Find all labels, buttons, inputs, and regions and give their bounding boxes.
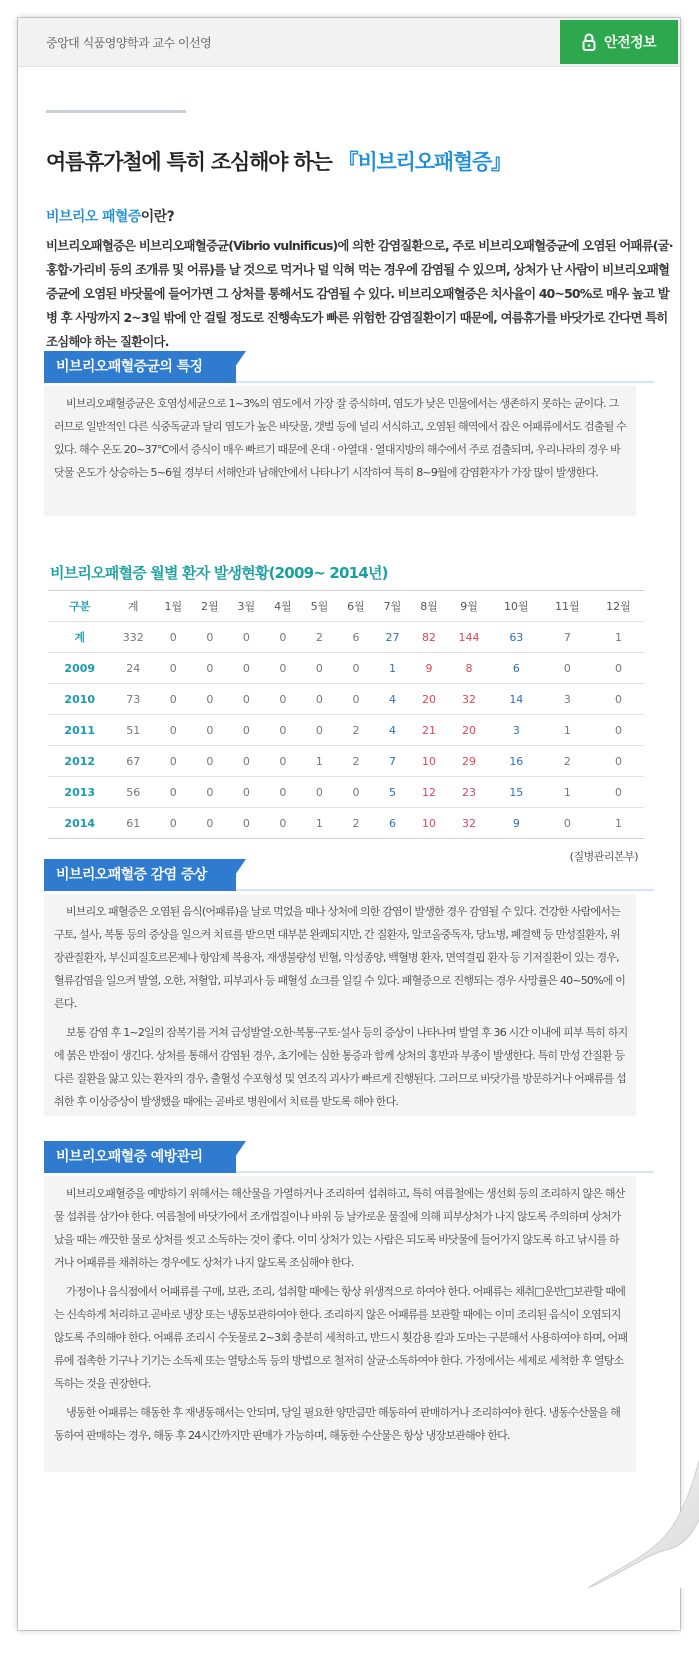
table-cell: 6	[491, 653, 542, 684]
table-cell: 0	[542, 808, 593, 839]
safety-info-badge	[560, 20, 678, 64]
table-cell: 32	[447, 808, 491, 839]
table-row-label: 2012	[48, 746, 111, 777]
table-cell: 1	[301, 746, 338, 777]
table-cell: 20	[411, 684, 448, 715]
table-header-cell: 6월	[338, 591, 375, 622]
table-cell: 32	[447, 684, 491, 715]
table-cell: 0	[593, 746, 644, 777]
section-tab-corner	[224, 859, 246, 891]
table-cell: 6	[374, 808, 411, 839]
table-cell: 0	[192, 622, 229, 653]
table-cell: 51	[111, 715, 155, 746]
table-cell: 0	[155, 808, 192, 839]
table-row	[48, 684, 644, 715]
table-cell: 6	[338, 622, 375, 653]
prevention-paragraph: 비브리오패혈증을 예방하기 위해서는 해산물을 가열하거나 조리하여 섭취하고, 특히 여름철에는 생선회 등의 조리하지 않은 해산물 섭취를 삼가야 한다. 여름철에 바닷가에서 조개껍질이나 바위 등 날카로운 물질에 의해 피부상처가 나지 않도록 주의하며 상처가 났을 때는 깨끗한 물로 상처를 씻고 소독하는 것이 좋다. 이미 상처가 있는 사람은 되도록 바닷물에 들어가지 않도록 하고 낚시를 하거나 어패류를 채취하는 경우에도 상처가 나지 않도록 조심해야 한다.	[54, 1187, 625, 1269]
table-cell: 0	[192, 715, 229, 746]
table-cell: 144	[447, 622, 491, 653]
table-cell: 0	[265, 684, 302, 715]
table-cell: 0	[301, 653, 338, 684]
table-cell: 3	[542, 684, 593, 715]
table-cell: 7	[374, 746, 411, 777]
section-tab-corner	[224, 351, 246, 383]
table-cell: 2	[338, 746, 375, 777]
table-cell: 0	[155, 777, 192, 808]
table-cell: 0	[265, 715, 302, 746]
monthly-cases-table	[48, 590, 644, 839]
table-cell: 1	[593, 808, 644, 839]
prevention-section-title: 비브리오패혈증 예방관리	[44, 1141, 236, 1173]
table-cell: 1	[301, 808, 338, 839]
table-cell: 4	[374, 684, 411, 715]
table-header-cell: 10월	[491, 591, 542, 622]
table-cell: 63	[491, 622, 542, 653]
table-cell: 9	[411, 653, 448, 684]
table-cell: 20	[447, 715, 491, 746]
table-cell: 0	[155, 622, 192, 653]
table-cell: 8	[447, 653, 491, 684]
table-cell: 0	[228, 684, 265, 715]
page-title	[46, 146, 511, 176]
table-cell: 0	[228, 622, 265, 653]
title-highlight: 『비브리오패혈증』	[337, 150, 511, 174]
table-cell: 2	[338, 715, 375, 746]
table-row	[48, 777, 644, 808]
table-cell: 21	[411, 715, 448, 746]
table-row	[48, 653, 644, 684]
table-cell: 0	[155, 684, 192, 715]
table-cell: 0	[192, 746, 229, 777]
page-curl-decoration	[588, 1458, 699, 1588]
table-cell: 0	[265, 777, 302, 808]
table-cell: 3	[491, 715, 542, 746]
symptoms-paragraph: 비브리오 패혈증은 오염된 음식(어패류)을 날로 먹었을 때나 상처에 의한 감염이 발생한 경우 감염될 수 있다. 건강한 사람에서는 구토, 설사, 복통 등의 증상을 일으켜 치료를 받으면 대부분 완쾌되지만, 간 질환자, 알코올중독자, 당뇨병, 폐결핵 등 만성질환자, 위장관질환자, 부신피질호르몬제나 항암제 복용자, 재생불량성 빈혈, 악성종양, 백혈병 환자, 면역결핍 환자 등 기저질환이 있는 경우, 혈류감염을 일으켜 발열, 오한, 저혈압, 피부괴사 등 패혈성 쇼크를 일킬 수 있다. 패혈증으로 진행되는 경우 사망률은 40~50%에 이른다.	[54, 905, 626, 1010]
features-text-box	[44, 386, 636, 516]
accent-divider	[46, 110, 186, 113]
table-cell: 0	[338, 684, 375, 715]
table-row-label: 2011	[48, 715, 111, 746]
table-cell: 12	[411, 777, 448, 808]
table-cell: 0	[265, 808, 302, 839]
table-cell: 2	[542, 746, 593, 777]
table-title: 비브리오패혈증 월별 환자 발생현황(2009~ 2014년)	[50, 564, 388, 582]
table-header-cell: 2월	[192, 591, 229, 622]
table-header-cell: 구분	[48, 591, 111, 622]
intro-heading-suffix: 이란?	[140, 209, 175, 225]
article-page	[18, 18, 680, 1630]
table-cell: 56	[111, 777, 155, 808]
table-cell: 332	[111, 622, 155, 653]
table-cell: 5	[374, 777, 411, 808]
table-cell: 27	[374, 622, 411, 653]
section-tab-corner	[224, 1141, 246, 1173]
table-header-cell: 9월	[447, 591, 491, 622]
table-cell: 9	[491, 808, 542, 839]
table-cell: 1	[593, 622, 644, 653]
table-header-row	[48, 591, 644, 622]
table-cell: 0	[265, 653, 302, 684]
prevention-text-box	[44, 1176, 636, 1472]
table-cell: 0	[192, 684, 229, 715]
table-cell: 0	[593, 653, 644, 684]
table-cell: 61	[111, 808, 155, 839]
features-section-title: 비브리오패혈증균의 특징	[44, 351, 236, 383]
table-header-cell: 5월	[301, 591, 338, 622]
table-cell: 4	[374, 715, 411, 746]
table-cell: 2	[301, 622, 338, 653]
table-cell: 0	[301, 777, 338, 808]
table-cell: 7	[542, 622, 593, 653]
top-bar	[18, 18, 680, 67]
table-cell: 0	[155, 715, 192, 746]
badge-label: 안전정보	[603, 35, 657, 51]
table-row	[48, 746, 644, 777]
table-cell: 0	[593, 715, 644, 746]
table-header-cell: 11월	[542, 591, 593, 622]
table-header-cell: 7월	[374, 591, 411, 622]
table-header-cell: 1월	[155, 591, 192, 622]
table-cell: 0	[155, 653, 192, 684]
table-cell: 0	[192, 653, 229, 684]
title-prefix: 여름휴가철에 특히 조심해야 하는	[46, 150, 338, 174]
table-row	[48, 622, 644, 653]
table-cell: 15	[491, 777, 542, 808]
table-cell: 24	[111, 653, 155, 684]
table-cell: 23	[447, 777, 491, 808]
table-header-cell: 12월	[593, 591, 644, 622]
table-cell: 0	[228, 808, 265, 839]
table-cell: 0	[192, 777, 229, 808]
table-cell: 16	[491, 746, 542, 777]
symptoms-paragraph: 보통 감염 후 1~2일의 잠복기를 거쳐 급성발열·오한·복통·구토·설사 등의 증상이 나타나며 발열 후 36 시간 이내에 피부 특히 하지에 붉은 반점이 생긴다. 상처를 통해서 감염된 경우, 초기에는 심한 통증과 함께 상처의 홍반과 부종이 발생한다. 특히 만성 간질환 등 다른 질환을 앓고 있는 환자의 경우, 출혈성 수포형성 및 연조직 괴사가 빠르게 진행된다. 그러므로 바닷가를 방문하거나 어패류를 섭취한 후 이상증상이 발생했을 때에는 곧바로 병원에서 치료를 받도록 해야 한다.	[54, 1026, 628, 1108]
table-cell: 0	[542, 653, 593, 684]
table-header-cell: 8월	[411, 591, 448, 622]
table-cell: 67	[111, 746, 155, 777]
table-header-cell: 3월	[228, 591, 265, 622]
lock-icon	[582, 33, 596, 51]
table-cell: 1	[542, 715, 593, 746]
table-cell: 0	[265, 746, 302, 777]
table-header-cell: 계	[111, 591, 155, 622]
table-cell: 0	[301, 684, 338, 715]
table-cell: 0	[155, 746, 192, 777]
table-cell: 0	[338, 777, 375, 808]
table-row-label: 2010	[48, 684, 111, 715]
table-row-label: 2013	[48, 777, 111, 808]
table-header-cell: 4월	[265, 591, 302, 622]
table-cell: 0	[593, 684, 644, 715]
table-cell: 1	[542, 777, 593, 808]
table-row-label: 2014	[48, 808, 111, 839]
table-cell: 0	[228, 715, 265, 746]
table-cell: 0	[192, 808, 229, 839]
symptoms-section-title: 비브리오패혈증 감염 증상	[44, 859, 236, 891]
table-cell: 0	[301, 715, 338, 746]
table-cell: 0	[265, 622, 302, 653]
intro-heading-highlight: 비브리오 패혈증	[46, 209, 141, 225]
intro-body: 비브리오패혈증은 비브리오패혈증균(Vibrio vulnificus)에 의한 감염질환으로, 주로 비브리오패혈증균에 오염된 어패류(굴·홍합·가리비 등의 조개류 및 어류)를 날 것으로 먹거나 덜 익혀 먹는 경우에 감염될 수 있으며, 상처가 난 사람이 비브리오패혈증균에 오염된 바닷물에 들어가면 그 상처를 통해서도 감염될 수 있다. 비브리오패혈증은 치사율이 40~50%로 매우 높고 발병 후 사망까지 2~3일 밖에 안 걸릴 정도로 진행속도가 빠른 위험한 감염질환이기 때문에, 여름휴가를 바닷가로 간다면 특히 조심해야 하는 질환이다.	[46, 238, 673, 349]
intro-heading	[46, 206, 174, 226]
table-cell: 29	[447, 746, 491, 777]
table-cell: 0	[593, 777, 644, 808]
table-row-label: 2009	[48, 653, 111, 684]
table-cell: 73	[111, 684, 155, 715]
table-row	[48, 715, 644, 746]
table-row-label: 계	[48, 622, 111, 653]
table-cell: 0	[228, 653, 265, 684]
prevention-paragraph: 가정이나 음식점에서 어패류를 구매, 보관, 조리, 섭취할 때에는 항상 위생적으로 하여야 한다. 어패류는 채취□운반□보관할 때에는 신속하게 처리하고 곧바로 냉장 또는 냉동보관하여야 한다. 조리하지 않은 어패류를 보관할 때에는 이미 조리된 음식이 오염되지 않도록 주의해야 한다. 어패류 조리시 수돗물로 2~3회 충분히 세척하고, 반드시 횟감용 칼과 도마는 구분해서 사용하여야 하며, 어패류에 접촉한 기구나 기기는 소독제 또는 열탕소독 등의 방법으로 철저히 살균·소독하여야 한다. 가정에서는 세제로 세척한 후 열탕소독하는 것을 권장한다.	[54, 1285, 628, 1390]
table-cell: 2	[338, 808, 375, 839]
table-cell: 0	[338, 653, 375, 684]
table-source: (질병관리본부)	[569, 850, 638, 863]
table-cell: 10	[411, 808, 448, 839]
features-paragraph: 비브리오패혈증균은 호염성세균으로 1~3%의 염도에서 가장 잘 증식하며, 염도가 낮은 민물에서는 생존하지 못하는 균이다. 그러므로 일반적인 다른 식중독균과 달리 염도가 높은 바닷물, 갯벌 등에 널리 서식하고, 오염된 해역에서 잡은 어패류에서도 검출될 수 있다. 해수 온도 20~37℃에서 증식이 매우 빠르기 때문에 온대 · 아열대 · 열대지방의 해수에서 주로 검출되며, 우리나라의 경우 바닷물 온도가 상승하는 5~6월 경부터 서해안과 남해안에서 나타나기 시작하여 특히 8~9월에 감염환자가 가장 많이 발생한다.	[54, 397, 627, 479]
prevention-paragraph: 냉동한 어패류는 해동한 후 재냉동해서는 안되며, 당일 필요한 양만큼만 해동하여 판매하거나 조리하여야 한다. 냉동수산물을 해동하여 판매하는 경우, 해동 후 24시간까지만 판매가 가능하며, 해동한 수산물은 항상 냉장보관해야 한다.	[54, 1406, 621, 1442]
author-label: 중앙대 식품영양학과 교수 이선영	[46, 36, 212, 50]
table-cell: 1	[374, 653, 411, 684]
table-cell: 14	[491, 684, 542, 715]
symptoms-text-box	[44, 894, 636, 1116]
table-row	[48, 808, 644, 839]
table-cell: 10	[411, 746, 448, 777]
table-cell: 0	[228, 777, 265, 808]
table-cell: 0	[228, 746, 265, 777]
table-cell: 82	[411, 622, 448, 653]
